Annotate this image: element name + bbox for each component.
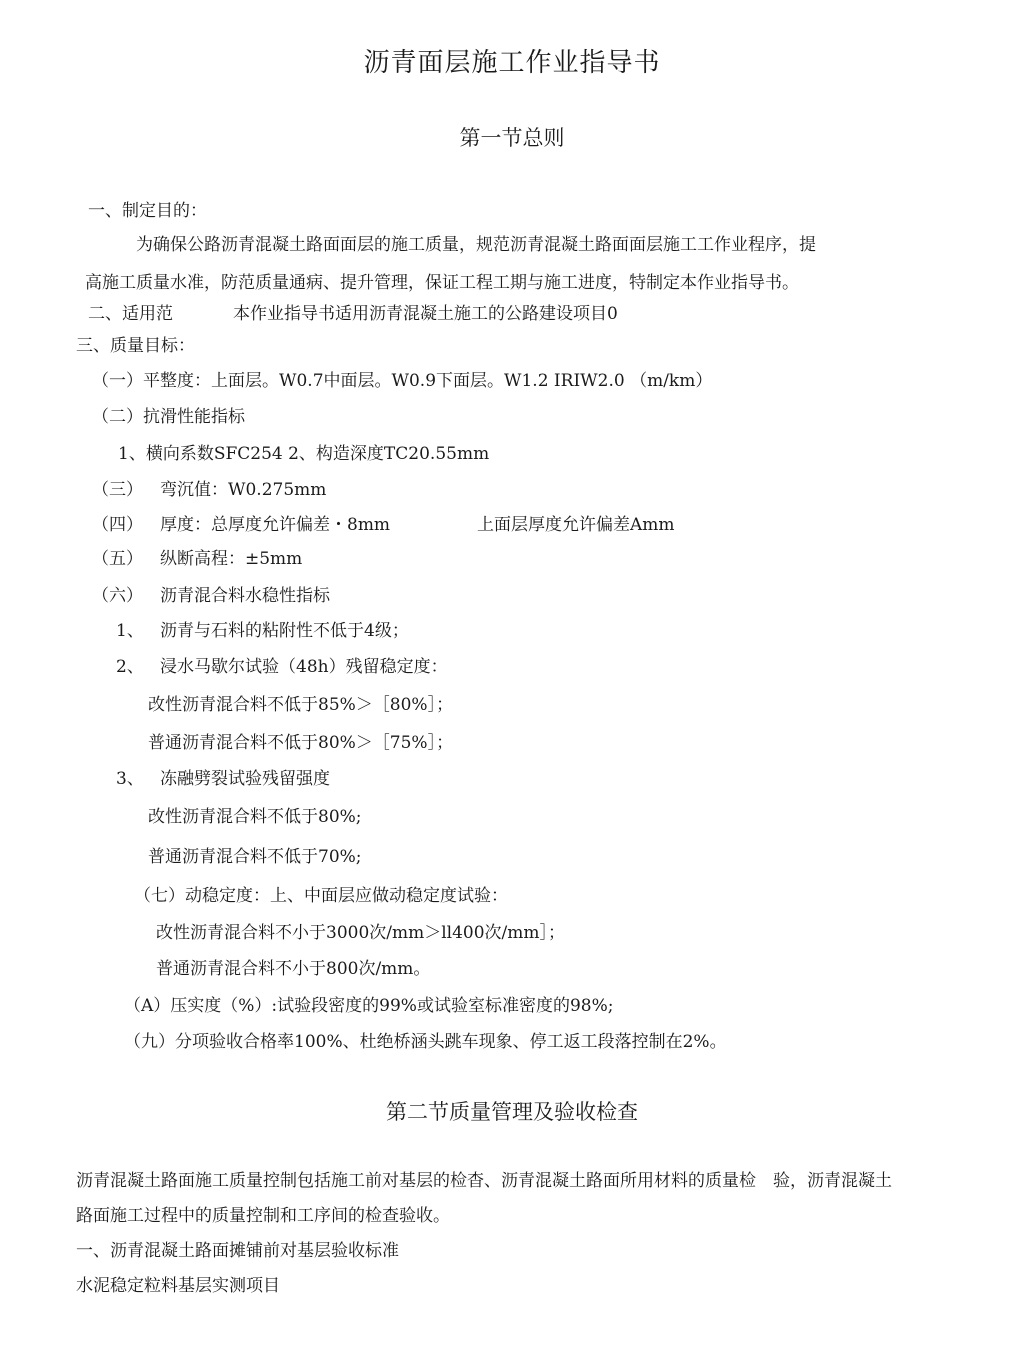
paragraph-line: 上面层厚度允许偏差Amm	[477, 515, 675, 535]
section-heading-1: 第一节总则	[459, 126, 565, 150]
paragraph-line: 纵断高程：±5mm	[160, 549, 303, 569]
paragraph-line: （三）	[92, 480, 143, 500]
paragraph-line: 普通沥青混合料不低于80%＞［75%］；	[148, 733, 454, 753]
paragraph-line: （一）平整度：上面层。W0.7中面层。W0.9下面层。W1.2 IRIW2.0 （m/km）	[92, 371, 713, 391]
paragraph-line: 1、横向系数SFC254 2、构造深度TC20.55mm	[118, 444, 490, 464]
paragraph-line: 为确保公路沥青混凝土路面面层的施工质量，规范沥青混凝土路面面层施工工作业程序，提	[136, 235, 816, 255]
paragraph-line: 本作业指导书适用沥青混凝土施工的公路建设项目0	[233, 304, 618, 324]
paragraph-line: 1、	[116, 621, 144, 641]
paragraph-line: （A）压实度（%）:试验段密度的99%或试验室标准密度的98%;	[124, 996, 614, 1016]
paragraph-line: 普通沥青混合料不小于800次/mm。	[156, 959, 431, 979]
paragraph-line: 浸水马歇尔试验（48h）残留稳定度：	[160, 657, 448, 677]
paragraph-line: 路面施工过程中的质量控制和工序间的检查验收。	[76, 1206, 450, 1226]
paragraph-line: 三、质量目标：	[76, 336, 195, 356]
paragraph-line: （四）	[92, 515, 143, 535]
paragraph-line: （九）分项验收合格率100%、杜绝桥涵头跳车现象、停工返工段落控制在2%。	[124, 1032, 727, 1052]
paragraph-line: （六）	[92, 586, 143, 606]
paragraph-line: 3、	[116, 769, 144, 789]
document-title: 沥青面层施工作业指导书	[363, 48, 661, 78]
paragraph-line: 改性沥青混合料不小于3000次/mm＞ll400次/mm］；	[156, 923, 566, 943]
section-heading-2: 第二节质量管理及验收检查	[386, 1100, 638, 1124]
paragraph-line: 沥青与石料的粘附性不低于4级；	[160, 621, 409, 641]
paragraph-line: （五）	[92, 549, 143, 569]
paragraph-line: 冻融劈裂试验残留强度	[160, 769, 330, 789]
paragraph-line: 改性沥青混合料不低于85%＞［80%］；	[148, 695, 454, 715]
paragraph-line: 高施工质量水准，防范质量通病、提升管理，保证工程工期与施工进度，特制定本作业指导书。	[85, 273, 799, 293]
paragraph-line: 沥青混合料水稳性指标	[160, 586, 330, 606]
paragraph-line: 2、	[116, 657, 144, 677]
paragraph-line: （七）动稳定度：上、中面层应做动稳定度试验：	[134, 886, 508, 906]
paragraph-line: （二）抗滑性能指标	[92, 407, 245, 427]
paragraph-line: 一、制定目的：	[88, 201, 207, 221]
paragraph-line: 水泥稳定粒料基层实测项目	[76, 1276, 280, 1296]
paragraph-line: 改性沥青混合料不低于80%;	[148, 807, 362, 827]
paragraph-line: 弯沉值：W0.275mm	[160, 480, 327, 500]
paragraph-line: 普通沥青混合料不低于70%;	[148, 847, 362, 867]
paragraph-line: 厚度：总厚度允许偏差・8mm	[160, 515, 391, 535]
paragraph-line: 沥青混凝土路面施工质量控制包括施工前对基层的检杳、沥青混凝土路面所用材料的质量检 验，沥青混凝土	[76, 1171, 892, 1191]
paragraph-line: 二、适用范	[88, 304, 173, 324]
paragraph-line: 一、沥青混凝土路面摊铺前对基层验收标准	[76, 1241, 399, 1261]
